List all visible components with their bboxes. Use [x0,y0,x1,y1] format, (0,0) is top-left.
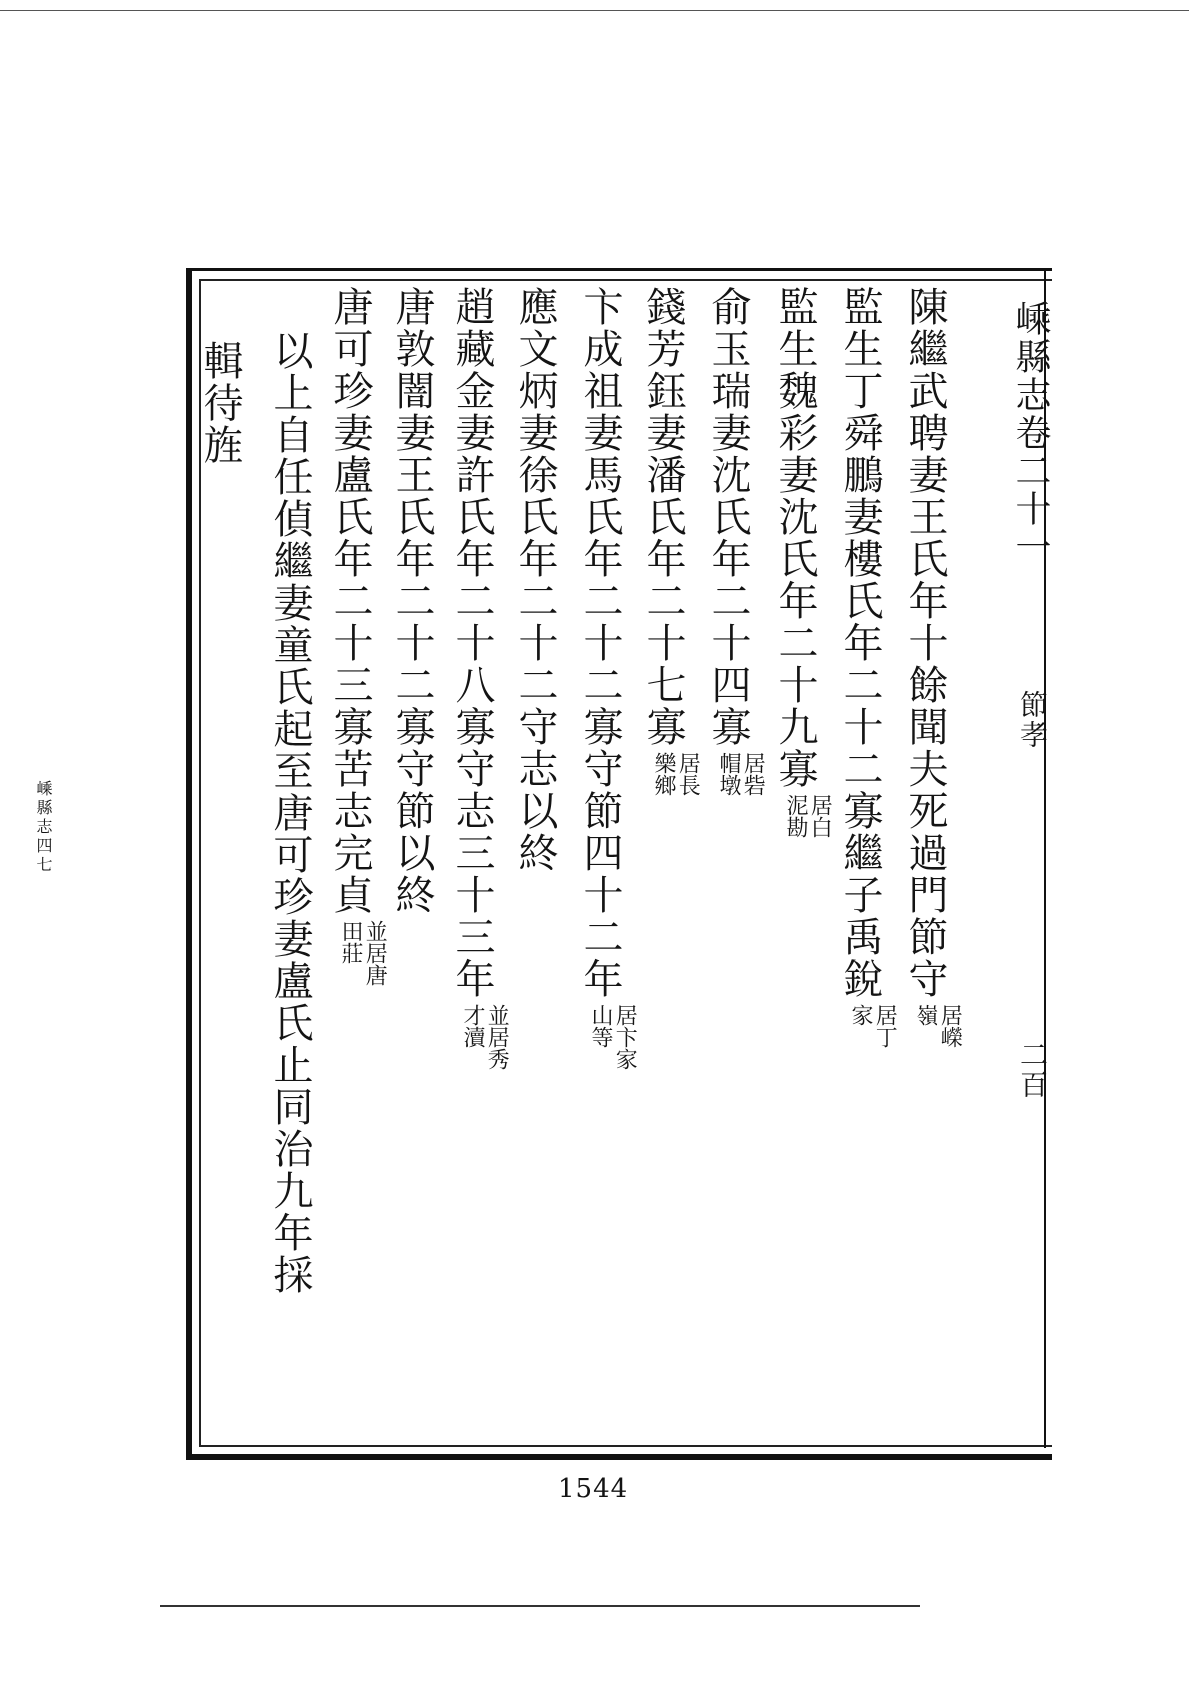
entry-note [460,1004,508,1070]
entry-note [783,794,831,838]
entry-note-line: 居卞家 [612,1004,638,1070]
volume-label: 卷二十一 [1010,414,1051,566]
entry-column [772,286,833,838]
entry-column [640,286,701,796]
entry-text: 監生丁舜鵬妻樓氏年二十二寡繼子禹銳 [837,286,883,1000]
entry-column [389,286,435,916]
entry-note-line: 居嶸 [937,1004,963,1048]
entry-note-line: 並居唐 [362,920,388,986]
section-title: 節孝 [1016,690,1049,750]
entry-text: 應文炳妻徐氏年二十二守志以終 [512,286,558,874]
entry-note-line: 居丁 [872,1004,898,1048]
entry-column [327,286,388,986]
top-rule [0,10,1189,11]
entry-text: 唐可珍妻盧氏年二十三寡苦志完貞 [327,286,373,916]
entry-text: 監生魏彩妻沈氏年二十九寡 [772,286,818,790]
entry-column [837,286,898,1048]
entry-text: 錢芳鈺妻潘氏年二十七寡 [640,286,686,748]
entry-note-line: 山等 [588,1004,613,1048]
entry-column [449,286,510,1070]
entry-text: 陳繼武聘妻王氏年十餘聞夫死過門節守 [902,286,948,1000]
entry-note [716,752,764,796]
book-title: 嵊縣志 [1010,300,1051,414]
page-number: 二百 [1016,1040,1049,1100]
entry-note-line: 田莊 [338,920,363,964]
entry-note [848,1004,896,1048]
header-title-volume [1010,300,1051,566]
summary-line: 以上自任偵繼妻童氏起至唐可珍妻盧氏止同治九年採 [267,330,313,1296]
entry-note-line: 才瀆 [460,1004,485,1048]
pending-note: 輯待旌 [197,340,243,466]
entry-text: 卞成祖妻馬氏年二十二寡守節四十二年 [577,286,623,1000]
entry-text: 趙藏金妻許氏年二十八寡守志三十三年 [449,286,495,1000]
margin-label: 嵊縣志四七 [34,780,53,875]
entry-column [577,286,638,1070]
entry-note [651,752,699,796]
entry-column [902,286,963,1048]
entry-column [705,286,766,796]
entry-note-line: 帽墩 [716,752,741,796]
entry-note [913,1004,961,1048]
entry-note-line: 居長 [675,752,701,796]
entry-column [512,286,558,874]
entry-text: 唐敦闇妻王氏年二十二寡守節以終 [389,286,435,916]
entry-note [338,920,386,986]
entry-note-line: 居砦 [740,752,766,796]
entry-note-line: 居白 [807,794,833,838]
bottom-rule [160,1605,920,1607]
entry-note-line: 家 [848,1004,873,1026]
entry-text: 俞玉瑞妻沈氏年二十四寡 [705,286,751,748]
entry-note-line: 樂鄉 [651,752,676,796]
entry-note [588,1004,636,1070]
folio-number: 1544 [558,1474,629,1504]
entry-note-line: 嶺 [913,1004,938,1026]
entry-note-line: 泥勘 [783,794,808,838]
entry-note-line: 並居秀 [484,1004,510,1070]
